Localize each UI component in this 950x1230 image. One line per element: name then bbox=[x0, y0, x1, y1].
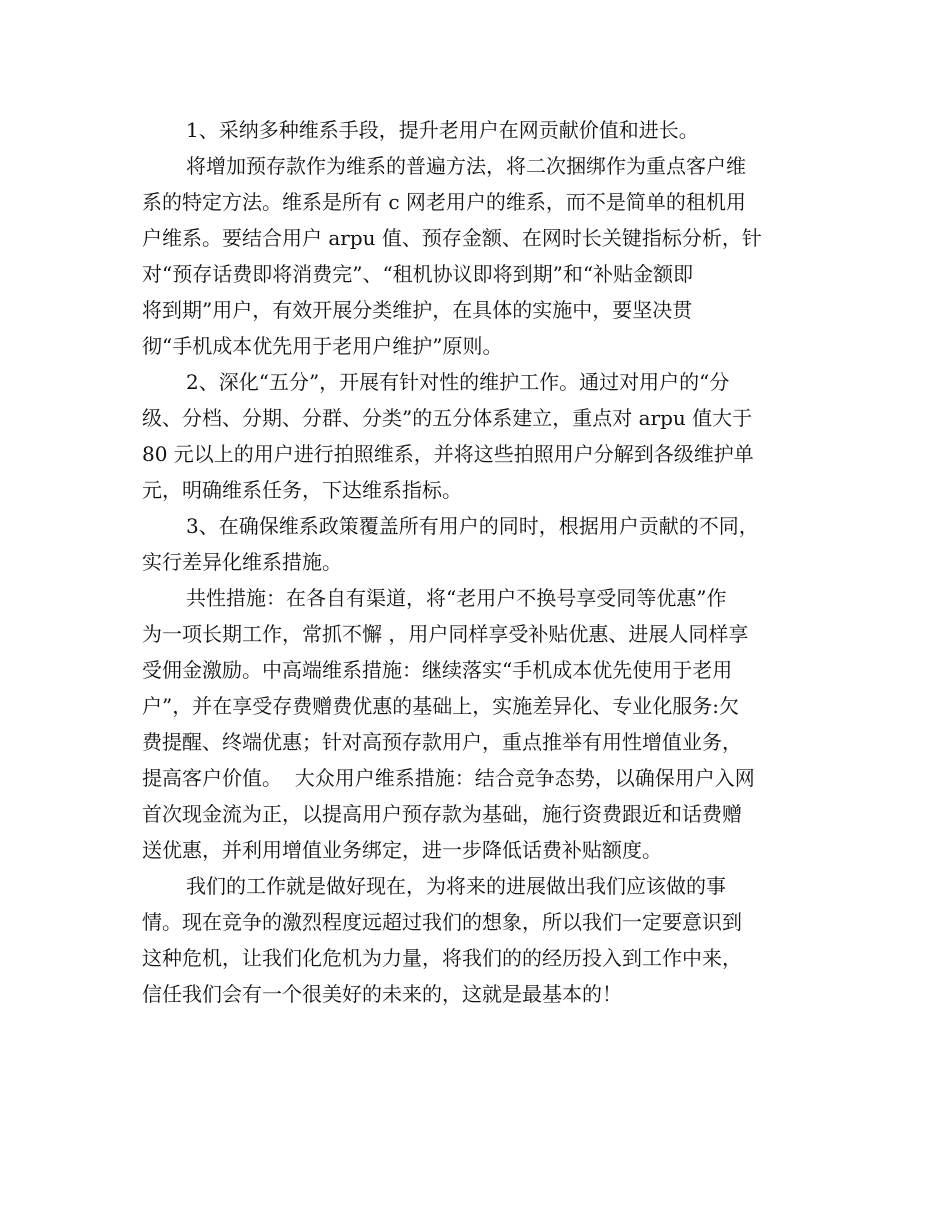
paragraph-1-line: 对“预存话费即将消费完”、“租机协议即将到期”和“补贴金额即 bbox=[142, 262, 694, 286]
paragraph-2-line: 2、深化“五分”，开展有针对性的维护工作。通过对用户的“分 bbox=[186, 370, 730, 394]
paragraph-3-line: 3、在确保维系政策覆盖所有用户的同时，根据用户贡献的不同， bbox=[186, 514, 759, 538]
document-body bbox=[142, 112, 807, 1012]
paragraph-2-line: 80 元以上的用户进行拍照维系，并将这些拍照用户分解到各级维护单 bbox=[142, 442, 754, 466]
paragraph-1-line: 户维系。要结合用户 arpu 值、预存金额、在网时长关键指标分析，针 bbox=[142, 226, 762, 250]
paragraph-1-line: 彻“手机成本优先用于老用户维护”原则。 bbox=[142, 334, 503, 358]
paragraph-4-line: 首次现金流为正，以提高用户预存款为基础，施行资费跟近和话费赠 bbox=[142, 802, 742, 826]
paragraph-1-line: 将增加预存款作为维系的普遍方法，将二次捆绑作为重点客户维 bbox=[186, 154, 746, 178]
paragraph-4-line: 提高客户价值。 大众用户维系措施：结合竞争态势，以确保用户入网 bbox=[142, 766, 755, 790]
paragraph-2-line: 元，明确维系任务，下达维系指标。 bbox=[142, 478, 462, 502]
paragraph-1-line: 系的特定方法。维系是所有 c 网老用户的维系，而不是简单的租机用 bbox=[142, 190, 746, 214]
paragraph-5-line: 我们的工作就是做好现在，为将来的进展做出我们应该做的事 bbox=[186, 874, 726, 898]
paragraph-4-line: 费提醒、终端优惠；针对高预存款用户，重点推举有用性增值业务， bbox=[142, 730, 742, 754]
paragraph-5-line: 这种危机，让我们化危机为力量，将我们的的经历投入到工作中来， bbox=[142, 946, 742, 970]
paragraph-4-line: 受佣金激励。中高端维系措施：继续落实“手机成本优先使用于老用 bbox=[142, 658, 733, 682]
paragraph-1-line: 将到期”用户，有效开展分类维护，在具体的实施中，要坚决贯 bbox=[142, 298, 693, 322]
paragraph-4-line: 共性措施：在各自有渠道，将“老用户不换号享受同等优惠”作 bbox=[186, 586, 727, 610]
paragraph-4-line: 为一项长期工作，常抓不懈 ，用户同样享受补贴优惠、进展人同样享 bbox=[142, 622, 749, 646]
paragraph-4-line: 户”，并在享受存费赠费优惠的基础上，实施差异化、专业化服务:欠 bbox=[142, 694, 739, 718]
paragraph-5-line: 情。现在竞争的激烈程度远超过我们的想象，所以我们一定要意识到 bbox=[142, 910, 742, 934]
paragraph-5-line: 信任我们会有一个很美好的未来的，这就是最基本的！ bbox=[142, 982, 622, 1006]
paragraph-1-heading: 1、采纳多种维系手段，提升老用户在网贡献价值和进长。 bbox=[186, 118, 699, 142]
paragraph-4-line: 送优惠，并利用增值业务绑定，进一步降低话费补贴额度。 bbox=[142, 838, 662, 862]
paragraph-3-line: 实行差异化维系措施。 bbox=[142, 550, 342, 574]
paragraph-2-line: 级、分档、分期、分群、分类”的五分体系建立，重点对 arpu 值大于 bbox=[142, 406, 753, 430]
